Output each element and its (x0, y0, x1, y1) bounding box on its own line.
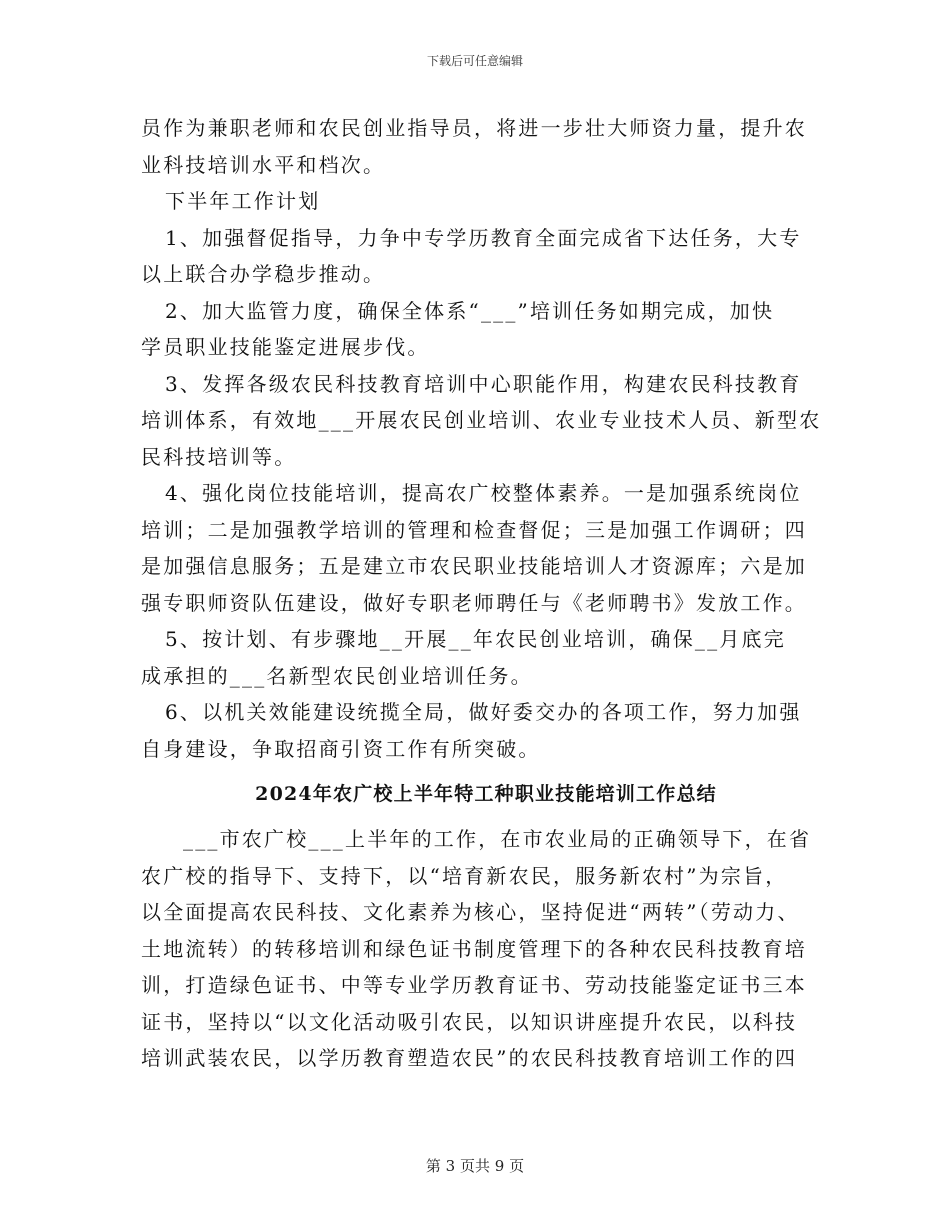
document-body (141, 110, 831, 1077)
plan-section (141, 110, 831, 767)
paragraph-line: ___市农广校___上半年的工作，在市农业局的正确领导下，在省 (183, 827, 812, 851)
page-number: 第 3 页共 9 页 (425, 1157, 525, 1175)
paragraph-line: 员作为兼职老师和农民创业指导员，将进一步壮大师资力量，提升农 (141, 116, 807, 140)
section-title: 2024年农广校上半年特工种职业技能培训工作总结 (255, 783, 717, 805)
paragraph-line: 培训武装农民，以学历教育塑造农民”的农民科技教育培训工作的四 (141, 1046, 798, 1070)
paragraph-line: 成承担的___名新型农民创业培训任务。 (141, 663, 533, 688)
paragraph-line: 土地流转）的转移培训和绿色证书制度管理下的各种农民科技教育培 (141, 936, 807, 961)
paragraph-line: 学员职业技能鉴定进展步伐。 (141, 335, 430, 359)
paragraph-line: 强专职师资队伍建设，做好专职老师聘任与《老师聘书》发放工作。 (141, 590, 807, 615)
paragraph-line: 3、发挥各级农民科技教育培训中心职能作用，构建农民科技教育 (165, 371, 802, 396)
paragraph-line: 1、加强督促指导，力争中专学历教育全面完成省下达任务，大专 (165, 225, 802, 250)
plan-heading: 下半年工作计划 (165, 189, 321, 213)
paragraph-line: 6、以机关效能建设统揽全局，做好委交办的各项工作，努力加强 (165, 700, 802, 724)
paragraph-line: 自身建设，争取招商引资工作有所突破。 (141, 736, 541, 761)
paragraph-line: 4、强化岗位技能培训，提高农广校整体素养。一是加强系统岗位 (165, 481, 802, 505)
page-header: 下载后可任意编辑 (426, 54, 523, 68)
paragraph-line: 培训；二是加强教学培训的管理和检查督促；三是加强工作调研；四 (141, 517, 807, 542)
paragraph-line: 2、加大监管力度，确保全体系“___”培训任务如期完成，加快 (165, 298, 775, 323)
paragraph-line: 训，打造绿色证书、中等专业学历教育证书、劳动技能鉴定证书三本 (141, 973, 807, 997)
paragraph-line: 业科技培训水平和档次。 (141, 152, 386, 177)
paragraph-line: 以上联合办学稳步推动。 (141, 262, 386, 286)
paragraph-line: 农广校的指导下、支持下，以“培育新农民，服务新农村”为宗旨， (141, 863, 788, 888)
summary-section (141, 821, 831, 1077)
paragraph-line: 培训体系，有效地___开展农民创业培训、农业专业技术人员、新型农 (141, 408, 822, 432)
paragraph-line: 证书，坚持以“以文化活动吸引农民，以知识讲座提升农民，以科技 (141, 1009, 798, 1034)
paragraph-line: 5、按计划、有步骤地__开展__年农民创业培训，确保__月底完 (165, 627, 786, 651)
paragraph-line: 民科技培训等。 (141, 444, 297, 469)
paragraph-line: 以全面提高农民科技、文化素养为核心，坚持促进“两转”（劳动力、 (141, 900, 800, 924)
paragraph-line: 是加强信息服务；五是建立市农民职业技能培训人才资源库；六是加 (141, 554, 807, 578)
